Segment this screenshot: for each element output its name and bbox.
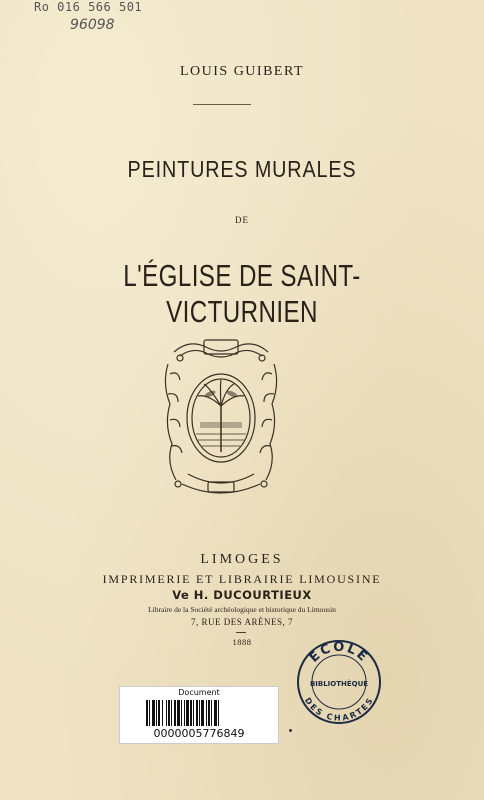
barcode-bar [168, 700, 170, 726]
barcode-number: 0000005776849 [153, 727, 245, 740]
title-connector: DE [235, 215, 249, 225]
title-line-2: L'ÉGLISE DE SAINT-VICTURNIEN [123, 258, 361, 329]
barcode-header: Document [178, 688, 220, 697]
barcode-bar [184, 700, 185, 726]
barcode-bar [174, 700, 176, 726]
barcode-bar [201, 700, 204, 726]
barcode-bar [171, 700, 172, 726]
barcode-bar [186, 700, 189, 726]
divider-rule [193, 104, 251, 105]
shelfmark-line-2: 96098 [70, 17, 115, 33]
barcode-bar [211, 700, 212, 726]
barcode-bar [166, 700, 167, 726]
imprint-dash [236, 632, 246, 633]
barcode-label [119, 686, 279, 744]
library-stamp-icon [294, 637, 384, 727]
barcode-bar [162, 700, 163, 726]
printer-emblem-icon [160, 334, 282, 502]
barcode-bar [149, 700, 150, 726]
stamp-top-text: ECOLE [306, 639, 372, 666]
imprint-address: 7, RUE DES ARÈNES, 7 [190, 617, 293, 627]
barcode-bar [193, 700, 194, 726]
barcode-bar [152, 700, 155, 726]
barcode-bar [181, 700, 182, 726]
svg-text:ECOLE [307, 640, 372, 666]
imprint-printer: IMPRIMERIE ET LIBRAIRIE LIMOUSINE [102, 572, 382, 586]
title-line-1: PEINTURES MURALES [127, 156, 357, 182]
barcode-bar [199, 700, 200, 726]
barcode-bar [146, 700, 148, 726]
stamp-bottom-text: DES CHARTES [302, 696, 376, 723]
author-name: LOUIS GUIBERT [179, 64, 305, 79]
imprint-city: LIMOGES [200, 552, 284, 567]
barcode-bar [214, 700, 217, 726]
barcode-bar [206, 700, 207, 726]
barcode-bar [177, 700, 180, 726]
imprint-year: 1888 [232, 637, 252, 647]
barcode-bar [190, 700, 192, 726]
imprint-publisher-description: Libraire de la Société archéologique et historique du Limousin [148, 605, 336, 614]
ink-dot [289, 729, 292, 732]
barcode-bar [208, 700, 210, 726]
stamp-middle-text: BIBLIOTHÈQUE [309, 680, 369, 688]
barcode-bar [158, 700, 160, 726]
barcode-bar [196, 700, 198, 726]
barcode-bar [218, 700, 219, 726]
barcode-icon [146, 700, 254, 726]
barcode-bar [156, 700, 157, 726]
imprint-publisher: Ve H. DUCOURTIEUX [172, 588, 312, 602]
shelfmark-line-1: Ro 016 566 501 [34, 0, 143, 14]
